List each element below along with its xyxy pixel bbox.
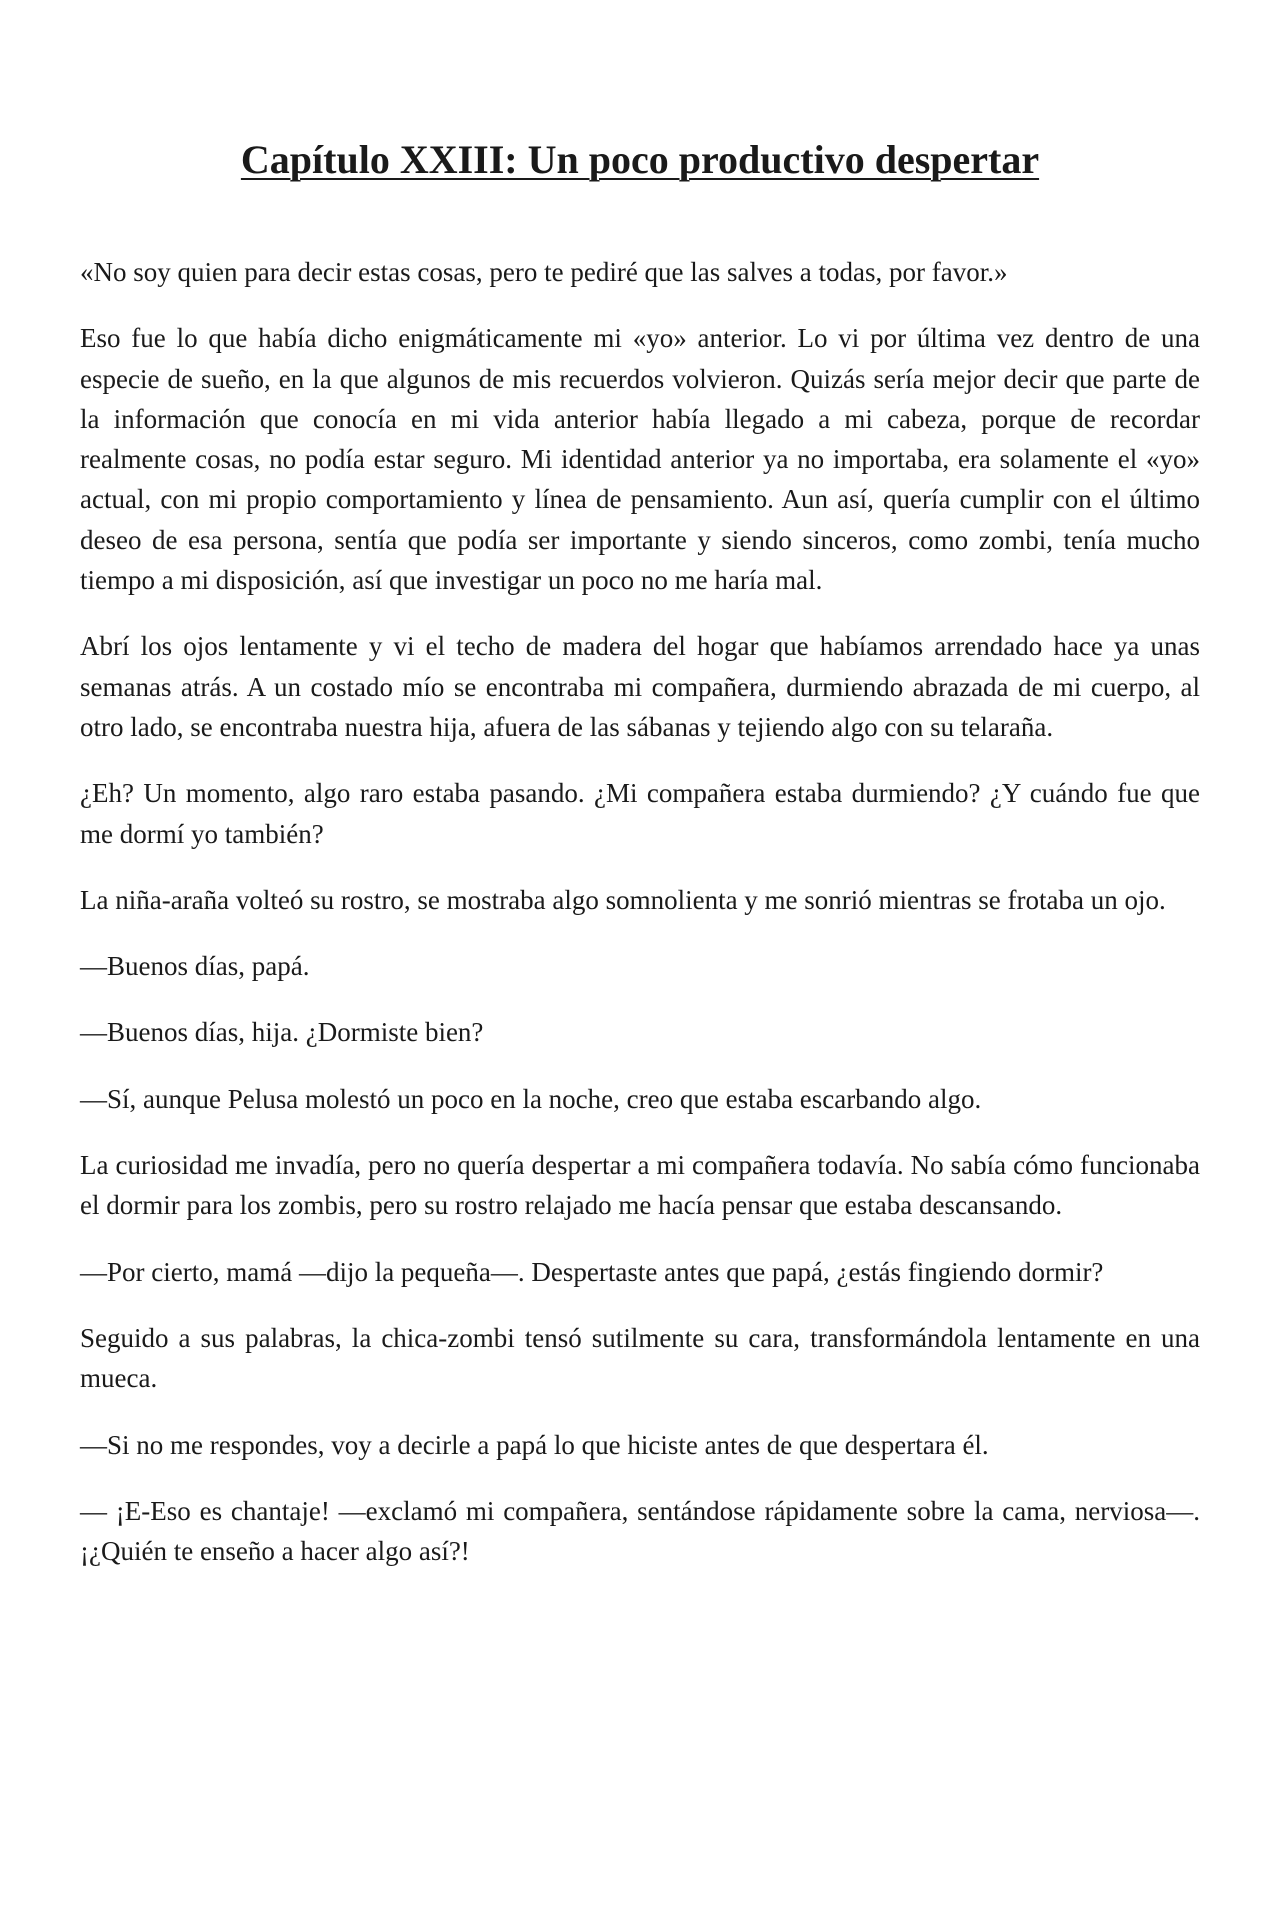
chapter-title: Capítulo XXIII: Un poco productivo despertar <box>240 137 1040 182</box>
dialogue-line: —Si no me respondes, voy a decirle a papá lo que hiciste antes de que despertara él. <box>80 1429 989 1460</box>
dialogue-line: —Sí, aunque Pelusa molestó un poco en la noche, creo que estaba escarbando algo. <box>80 1083 982 1114</box>
paragraph: Eso fue lo que había dicho enigmáticamente mi «yo» anterior. Lo vi por última vez dentro de una especie de sueño, en la que algunos de mis recuerdos volvieron. Quizás sería mejor decir que parte de la información que conocía en mi vida anterior había llegado a mi cabeza, porque de recordar realmente cosas, no podía estar seguro. Mi identidad anterior ya no importaba, era solamente el «yo» actual, con mi propio comportamiento y línea de pensamiento. Aun así, quería cumplir con el último deseo de esa persona, sentía que podía ser importante y siendo sinceros, como zombi, tenía mucho tiempo a mi disposición, así que investigar un poco no me haría mal. <box>80 323 1200 596</box>
paragraph: La niña-araña volteó su rostro, se mostraba algo somnolienta y me sonrió mientras se frotaba un ojo. <box>80 884 1166 915</box>
paragraph: ¿Eh? Un momento, algo raro estaba pasando. ¿Mi compañera estaba durmiendo? ¿Y cuándo fue que me dormí yo también? <box>80 778 1200 849</box>
dialogue-line: —Buenos días, hija. ¿Dormiste bien? <box>80 1017 484 1048</box>
chapter-body <box>80 252 1200 1597</box>
dialogue-line: —Buenos días, papá. <box>80 951 310 982</box>
dialogue-line: — ¡E-Eso es chantaje! —exclamó mi compañera, sentándose rápidamente sobre la cama, nerviosa—. ¡¿Quién te enseño a hacer algo así?! <box>80 1495 1200 1567</box>
paragraph: «No soy quien para decir estas cosas, pero te pediré que las salves a todas, por favor.» <box>80 257 1008 287</box>
paragraph: Seguido a sus palabras, la chica-zombi tensó sutilmente su cara, transformándola lentamente en una mueca. <box>80 1322 1200 1394</box>
paragraph: Abrí los ojos lentamente y vi el techo de madera del hogar que habíamos arrendado hace ya unas semanas atrás. A un costado mío se encontraba mi compañera, durmiendo abrazada de mi cuerpo, al otro lado, se encontraba nuestra hija, afuera de las sábanas y tejiendo algo con su telaraña. <box>80 631 1200 742</box>
dialogue-line: —Por cierto, mamá —dijo la pequeña—. Despertaste antes que papá, ¿estás fingiendo dormir? <box>80 1256 1104 1287</box>
paragraph: La curiosidad me invadía, pero no quería despertar a mi compañera todavía. No sabía cómo funcionaba el dormir para los zombis, pero su rostro relajado me hacía pensar que estaba descansando. <box>80 1150 1200 1221</box>
document-page <box>80 0 1200 1920</box>
